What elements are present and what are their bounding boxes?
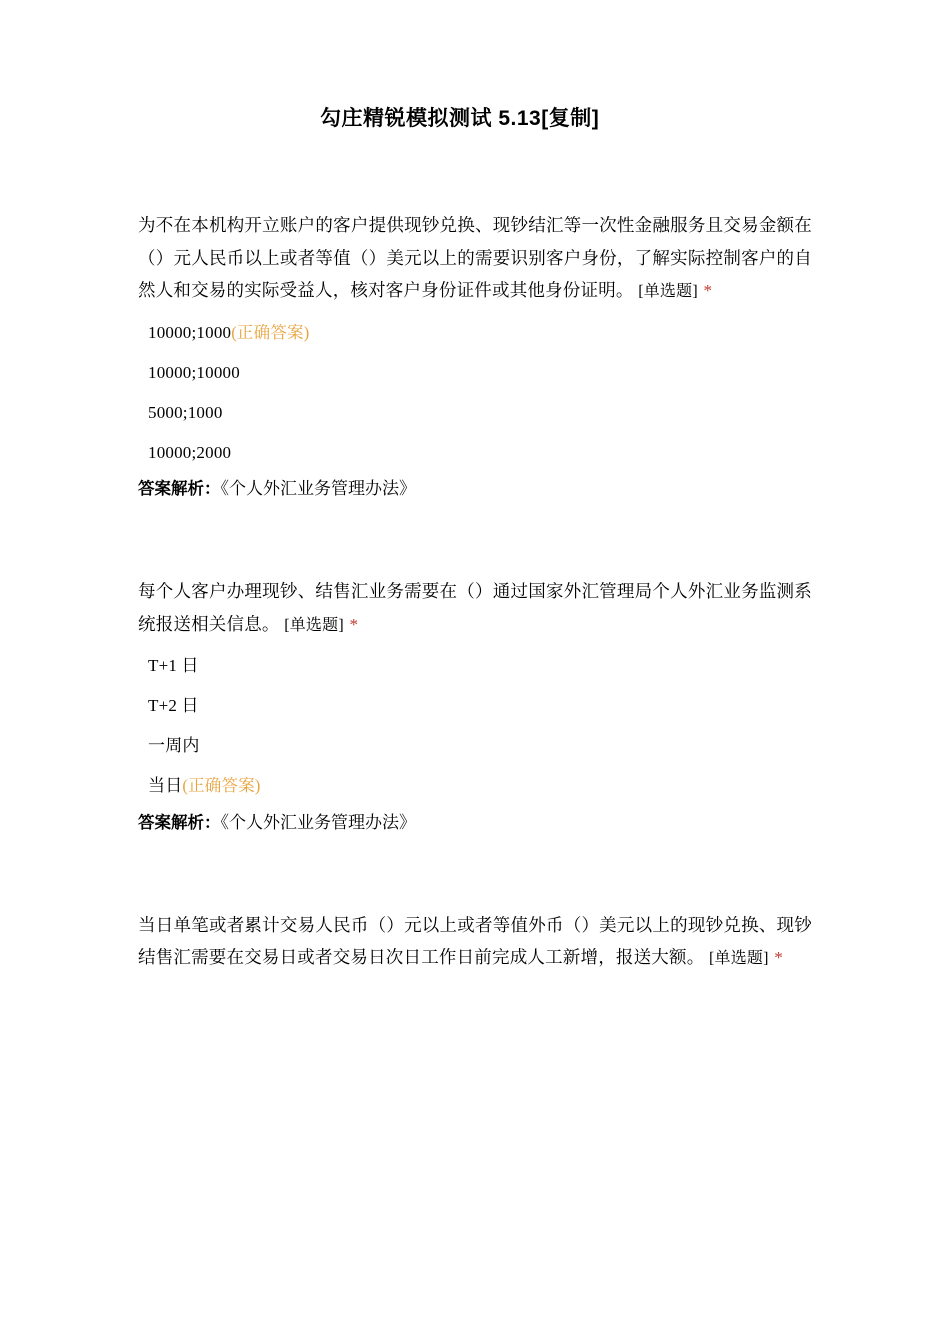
option-label: 10000;10000 <box>148 362 240 382</box>
explanation-text: 《个人外汇业务管理办法》 <box>220 812 416 832</box>
option-label: 10000;1000 <box>148 322 232 342</box>
question-stem: 为不在本机构开立账户的客户提供现钞兑换、现钞结汇等一次性金融服务且交易金额在（）元人民币以上或者等值（）美元以上的需要识别客户身份，了解实际控制客户的自然人和交易的实际受益人，核对客户身份证件或其他身份证明。 <box>138 215 812 301</box>
question-text <box>138 575 812 640</box>
option-item[interactable] <box>138 686 812 726</box>
options-list <box>138 313 812 473</box>
explanation-text: 《个人外汇业务管理办法》 <box>220 479 416 499</box>
option-label: 一周内 <box>148 736 200 756</box>
question-stem: 当日单笔或者累计交易人民币（）元以上或者等值外币（）美元以上的现钞兑换、现钞结售汇需要在交易日或者交易日次日工作日前完成人工新增，报送大额。 <box>138 914 812 967</box>
required-marker: * <box>774 947 783 967</box>
options-list <box>138 646 812 806</box>
required-marker: * <box>703 281 713 301</box>
option-label: T+2 日 <box>148 696 199 716</box>
document-page <box>0 104 950 1334</box>
explanation-label: 答案解析： <box>138 480 221 499</box>
correct-answer-tag: (正确答案) <box>231 322 310 342</box>
option-item[interactable] <box>138 313 812 353</box>
question-type: [单选题] <box>638 283 698 301</box>
option-item[interactable] <box>138 646 812 686</box>
question-block-2 <box>138 575 812 838</box>
option-item[interactable] <box>138 353 812 393</box>
question-type: [单选题] <box>284 616 344 634</box>
explanation-label: 答案解析： <box>138 813 221 832</box>
question-block-1 <box>138 209 812 505</box>
question-stem: 每个人客户办理现钞、结售汇业务需要在（）通过国家外汇管理局个人外汇业务监测系统报送相关信息。 <box>138 581 812 634</box>
option-label: 当日 <box>148 775 183 795</box>
question-text <box>138 209 812 306</box>
option-item[interactable] <box>138 766 812 806</box>
option-item[interactable] <box>138 726 812 766</box>
question-block-3 <box>138 909 812 974</box>
page-title: 勾庄精锐模拟测试 5.13[复制] <box>320 107 600 130</box>
required-marker: * <box>349 614 359 634</box>
option-label: 5000;1000 <box>148 402 223 422</box>
option-label: T+1 日 <box>148 656 199 676</box>
question-type: [单选题] <box>708 949 769 967</box>
answer-explanation <box>138 808 812 839</box>
option-item[interactable] <box>138 393 812 433</box>
option-label: 10000;2000 <box>148 442 232 462</box>
correct-answer-tag: (正确答案) <box>182 775 261 795</box>
answer-explanation <box>138 474 812 505</box>
question-text <box>138 909 812 974</box>
option-item[interactable] <box>138 433 812 473</box>
